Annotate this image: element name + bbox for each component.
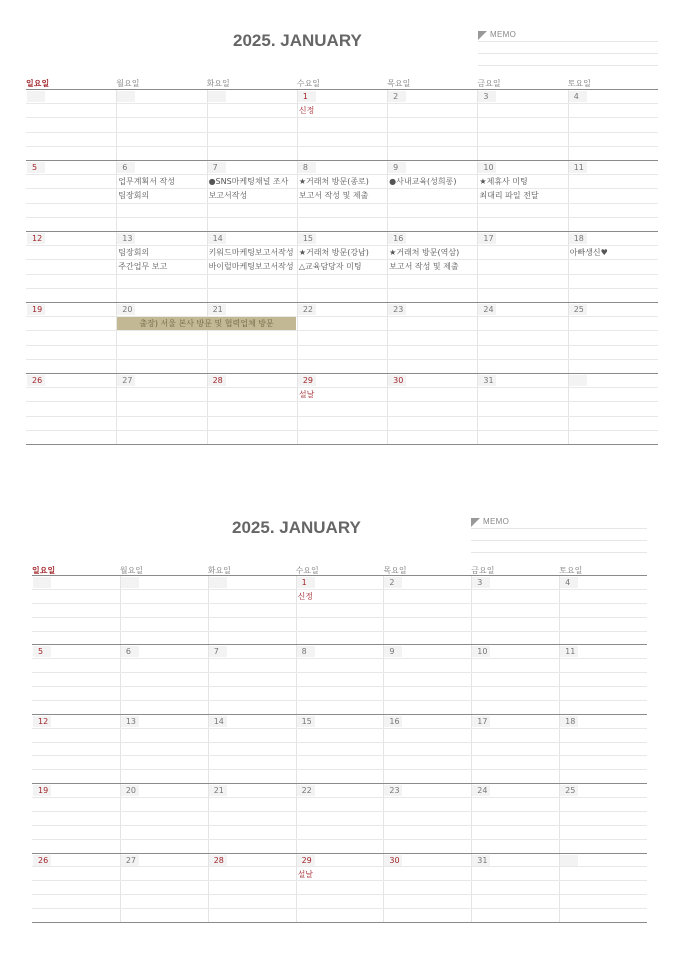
month-title: 2025. JANUARY (232, 518, 361, 537)
memo-area (471, 518, 647, 554)
day-number: 2 (393, 92, 399, 101)
day-cell[interactable] (32, 575, 120, 644)
day-cell[interactable] (26, 231, 116, 302)
grid-bottom-border (26, 444, 658, 445)
day-number: 28 (213, 855, 224, 865)
memo-line[interactable] (471, 528, 647, 529)
day-cell[interactable] (32, 644, 120, 713)
day-number: 1 (302, 92, 308, 101)
day-number: 20 (122, 305, 133, 314)
day-number: 9 (389, 647, 395, 657)
day-cell[interactable] (297, 231, 387, 302)
memo-line[interactable] (478, 41, 658, 42)
day-number: 26 (38, 855, 49, 865)
weekday-label: 일요일 (32, 566, 56, 575)
day-cell[interactable] (116, 373, 206, 444)
weekday-label: 화요일 (206, 79, 230, 88)
day-number-box (560, 855, 578, 866)
day-cell[interactable] (297, 302, 387, 373)
day-number: 12 (32, 234, 43, 243)
day-cell[interactable] (296, 714, 384, 783)
day-number-box (208, 91, 226, 102)
day-number: 14 (212, 234, 223, 243)
day-number: 22 (301, 786, 312, 796)
day-number-box (121, 577, 139, 588)
event-entry[interactable]: 팀장회의 (118, 248, 150, 257)
event-entry[interactable]: 업무계획서 작성 (118, 177, 175, 186)
weekday-label: 목요일 (387, 79, 411, 88)
day-number: 6 (122, 163, 128, 172)
day-number: 8 (302, 163, 308, 172)
day-number: 21 (212, 305, 223, 314)
day-cell[interactable] (26, 373, 116, 444)
day-cell[interactable] (471, 853, 559, 922)
day-number-box (117, 91, 135, 102)
month-title: 2025. JANUARY (233, 31, 362, 50)
day-cell[interactable] (116, 231, 206, 302)
day-cell[interactable] (208, 575, 296, 644)
day-number: 6 (125, 647, 131, 657)
day-cell[interactable] (297, 89, 387, 160)
day-cell[interactable] (568, 302, 658, 373)
day-number: 10 (483, 163, 494, 172)
day-number: 30 (393, 376, 404, 385)
day-cell[interactable] (383, 853, 471, 922)
day-number: 3 (477, 578, 483, 587)
day-cell[interactable] (208, 783, 296, 852)
day-cell[interactable] (383, 783, 471, 852)
memo-line[interactable] (478, 53, 658, 54)
multi-day-event-bar[interactable]: 출장) 서울 본사 방문 및 협력업체 방문 (117, 317, 296, 330)
day-number: 18 (565, 716, 576, 726)
day-cell[interactable] (207, 302, 297, 373)
memo-line[interactable] (471, 540, 647, 541)
day-cell[interactable] (120, 644, 208, 713)
event-entry[interactable]: 보고서작성 (208, 191, 248, 201)
day-number: 9 (393, 163, 399, 172)
day-cell[interactable] (477, 302, 567, 373)
day-cell[interactable] (32, 783, 120, 852)
day-cell[interactable] (559, 783, 647, 852)
day-cell[interactable] (297, 160, 387, 231)
day-cell[interactable] (559, 575, 647, 644)
day-number: 3 (483, 92, 489, 101)
weekday-label: 수요일 (295, 566, 319, 575)
day-number: 15 (301, 716, 312, 726)
day-cell[interactable] (387, 373, 477, 444)
day-number: 29 (301, 855, 312, 865)
day-cell[interactable] (296, 783, 384, 852)
day-number: 22 (302, 305, 314, 314)
day-cell[interactable] (383, 644, 471, 713)
day-cell[interactable] (387, 302, 477, 373)
day-number: 26 (32, 376, 43, 385)
day-cell[interactable] (32, 714, 120, 783)
day-number: 14 (213, 716, 224, 726)
day-cell[interactable] (207, 373, 297, 444)
day-number: 8 (301, 647, 307, 657)
event-entry[interactable]: 주간업무 보고 (118, 262, 168, 272)
day-cell[interactable] (296, 853, 384, 922)
day-cell[interactable] (383, 714, 471, 783)
day-number: 25 (565, 786, 576, 796)
weekday-label: 금요일 (477, 79, 501, 88)
day-cell[interactable] (120, 783, 208, 852)
holiday-label[interactable]: 설날 (298, 390, 315, 399)
day-number: 7 (212, 163, 218, 172)
day-number: 23 (393, 305, 404, 314)
day-number: 17 (477, 716, 488, 726)
day-number: 27 (122, 376, 133, 385)
day-number: 25 (573, 305, 584, 314)
event-entry[interactable]: 보고서 작성 및 제출 (389, 262, 459, 272)
day-number: 24 (477, 786, 488, 796)
day-number: 24 (483, 305, 494, 314)
day-number: 16 (389, 716, 400, 726)
holiday-label[interactable]: 설날 (297, 869, 314, 879)
day-cell[interactable] (568, 160, 658, 231)
day-cell[interactable] (296, 644, 384, 713)
day-cell[interactable] (559, 714, 647, 783)
memo-line[interactable] (478, 65, 658, 66)
weekday-label: 금요일 (471, 566, 495, 575)
day-number: 11 (565, 647, 576, 657)
day-number: 31 (477, 855, 488, 865)
day-cell[interactable] (568, 373, 658, 444)
day-number: 17 (483, 234, 494, 243)
day-number: 27 (125, 855, 137, 865)
weekday-label: 월요일 (119, 566, 144, 575)
day-cell[interactable] (116, 302, 206, 373)
day-cell[interactable] (116, 89, 206, 160)
day-cell[interactable] (120, 575, 208, 644)
memo-label: MEMO (483, 517, 510, 526)
day-cell[interactable] (116, 160, 206, 231)
day-number: 5 (32, 163, 38, 172)
day-cell[interactable] (208, 714, 296, 783)
memo-corner-icon (471, 518, 480, 527)
day-number: 13 (125, 716, 137, 726)
weekday-label: 목요일 (383, 566, 407, 575)
day-cell[interactable] (477, 231, 567, 302)
day-cell[interactable] (32, 853, 120, 922)
day-cell[interactable] (568, 231, 658, 302)
day-cell[interactable] (207, 89, 297, 160)
weekday-label: 토요일 (567, 79, 591, 88)
weekday-label: 토요일 (559, 566, 583, 575)
event-entry[interactable]: ★거래처 방문(역삼) (389, 248, 460, 257)
day-number: 2 (389, 578, 395, 587)
event-entry[interactable]: 팀장회의 (118, 191, 150, 201)
day-number-box (27, 91, 45, 102)
day-cell[interactable] (471, 783, 559, 852)
day-cell[interactable] (208, 644, 296, 713)
day-cell[interactable] (387, 89, 477, 160)
event-entry[interactable]: 최대리 파일 전달 (479, 191, 539, 201)
holiday-label[interactable]: 신정 (298, 106, 315, 115)
day-number: 4 (573, 92, 579, 101)
day-cell[interactable] (471, 644, 559, 713)
day-cell[interactable] (477, 160, 567, 231)
day-number: 29 (302, 376, 314, 385)
day-cell[interactable] (471, 575, 559, 644)
day-cell[interactable] (26, 89, 116, 160)
day-cell[interactable] (559, 853, 647, 922)
weekday-label: 월요일 (116, 79, 140, 88)
day-cell[interactable] (387, 231, 477, 302)
day-number: 13 (122, 234, 133, 243)
day-cell[interactable] (477, 89, 567, 160)
memo-corner-icon (478, 31, 487, 40)
day-cell[interactable] (120, 853, 208, 922)
day-cell[interactable] (207, 231, 297, 302)
memo-label: MEMO (490, 30, 517, 39)
day-cell[interactable] (387, 160, 477, 231)
day-cell[interactable] (297, 373, 387, 444)
day-cell[interactable] (477, 373, 567, 444)
day-number-box (209, 577, 227, 588)
day-number: 15 (302, 234, 314, 243)
day-number: 19 (32, 305, 43, 314)
event-entry[interactable]: 아빠생신♥ (569, 248, 608, 257)
event-entry[interactable]: ●사내교육(성희롱) (389, 177, 457, 186)
memo-line[interactable] (471, 552, 647, 553)
day-number: 21 (213, 786, 224, 796)
day-cell[interactable] (26, 160, 116, 231)
day-number: 19 (38, 786, 49, 796)
day-number: 10 (477, 647, 488, 657)
day-number: 11 (573, 163, 584, 172)
day-cell[interactable] (559, 644, 647, 713)
day-number: 1 (301, 578, 307, 587)
day-number: 30 (389, 855, 400, 865)
day-number-box (33, 577, 51, 588)
weekday-label: 수요일 (296, 79, 321, 88)
day-cell[interactable] (120, 714, 208, 783)
day-number: 4 (565, 578, 571, 587)
day-number: 12 (38, 716, 49, 726)
event-entry[interactable]: ●SNS마케팅채널 조사 (208, 177, 289, 186)
weekday-label: 일요일 (26, 79, 50, 88)
day-number: 7 (213, 647, 219, 657)
day-number: 18 (573, 234, 584, 243)
weekday-label: 화요일 (207, 566, 231, 575)
day-cell[interactable] (568, 89, 658, 160)
day-number: 20 (125, 786, 137, 796)
event-entry[interactable]: 키워드마케팅보고서작성 (208, 248, 294, 257)
day-cell[interactable] (26, 302, 116, 373)
holiday-label[interactable]: 신정 (297, 592, 314, 601)
event-entry[interactable]: 바이럴마케팅보고서작성 (208, 262, 294, 272)
day-number: 16 (393, 234, 404, 243)
day-cell[interactable] (383, 575, 471, 644)
day-number: 5 (38, 647, 44, 657)
event-entry[interactable]: ★거래처 방문(강남) (298, 248, 369, 257)
event-entry[interactable]: ★거래처 방문(종로) (298, 177, 369, 186)
day-number: 23 (389, 786, 400, 796)
day-cell[interactable] (207, 160, 297, 231)
day-cell[interactable] (471, 714, 559, 783)
event-entry[interactable]: △교육담당자 미팅 (298, 262, 362, 272)
day-cell[interactable] (296, 575, 384, 644)
grid-bottom-border (32, 922, 647, 923)
day-number-box (569, 375, 587, 386)
day-number: 31 (483, 376, 494, 385)
memo-area (478, 31, 658, 67)
event-entry[interactable]: ★제휴사 미팅 (479, 177, 528, 186)
day-cell[interactable] (208, 853, 296, 922)
event-entry[interactable]: 보고서 작성 및 제출 (298, 191, 369, 201)
day-number: 28 (212, 376, 223, 385)
